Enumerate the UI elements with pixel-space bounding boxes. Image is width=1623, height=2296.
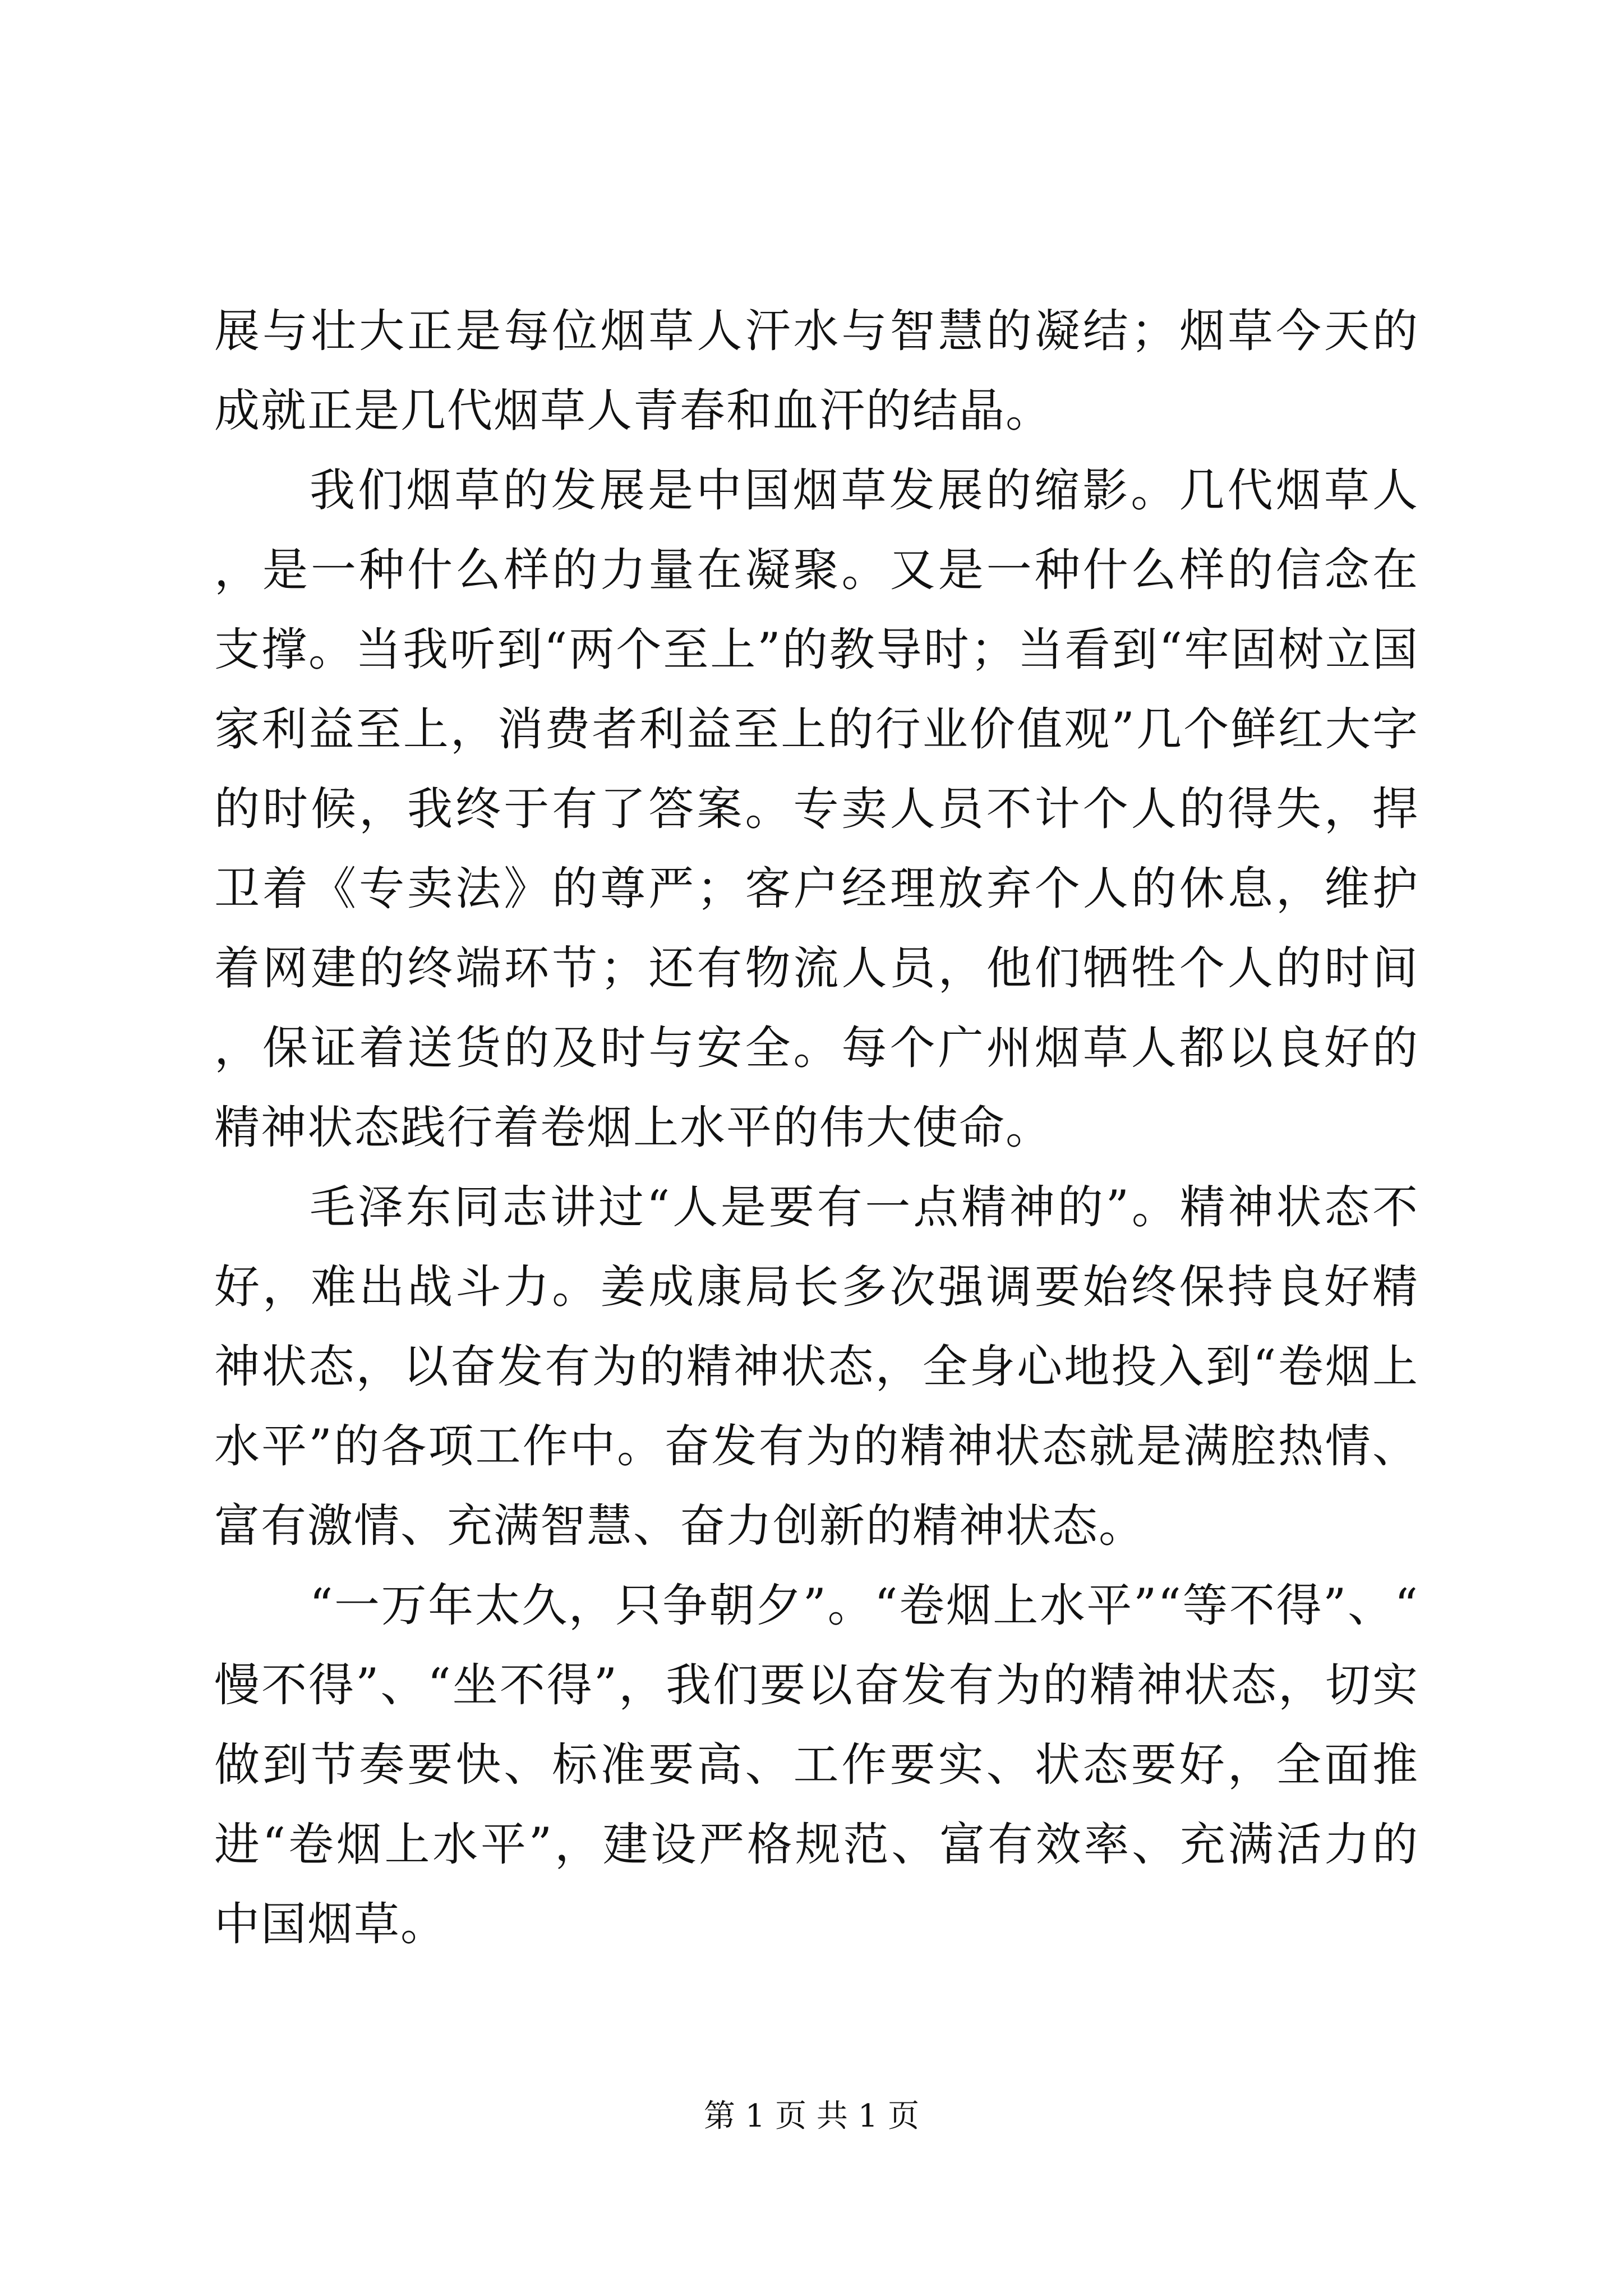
paragraph: “一万年太久，只争朝夕”。“卷烟上水平”“等不得”、“慢不得”、“坐不得”，我们要以奋发有为的精神状态，切实做到节奏要快、标准要高、工作要实、状态要好，全面推进“卷烟上水平”，建设严格规范、富有效率、充满活力的中国烟草。 [214,1580,1419,1951]
paragraph-continuation: 展与壮大正是每位烟草人汗水与智慧的凝结；烟草今天的成就正是几代烟草人青春和血汗的结晶。 [214,305,1419,438]
paragraph: 毛泽东同志讲过“人是要有一点精神的”。精神状态不好，难出战斗力。姜成康局长多次强调要始终保持良好精神状态，以奋发有为的精神状态，全身心地投入到“卷烟上水平”的各项工作中。奋发有为的精神状态就是满腔热情、富有激情、充满智慧、奋力创新的精神状态。 [214,1181,1419,1553]
page-number-label: 第 1 页 共 1 页 [703,2098,920,2134]
page-footer [0,2097,1623,2136]
document-body [214,292,1419,1964]
paragraph: 我们烟草的发展是中国烟草发展的缩影。几代烟草人，是一种什么样的力量在凝聚。又是一种什么样的信念在支撑。当我听到“两个至上”的教导时；当看到“牢固树立国家利益至上，消费者利益至上的行业价值观”几个鲜红大字的时候，我终于有了答案。专卖人员不计个人的得失，捍卫着《专卖法》的尊严；客户经理放弃个人的休息，维护着网建的终端环节；还有物流人员，他们牺牲个人的时间，保证着送货的及时与安全。每个广州烟草人都以良好的精神状态践行着卷烟上水平的伟大使命。 [214,464,1419,1154]
